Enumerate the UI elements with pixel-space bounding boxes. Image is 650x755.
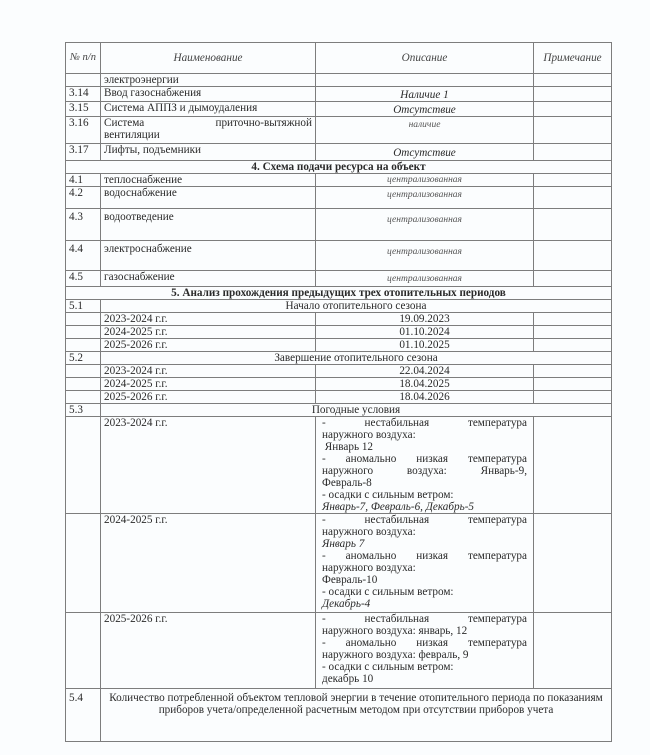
table-row (66, 144, 612, 161)
row-num: 4.1 (66, 174, 101, 187)
row-value: 18.04.2026 (316, 391, 534, 404)
row-period: 2025-2026 г.г. (101, 339, 316, 352)
weather-line: - аномально низкая температура (322, 550, 527, 562)
section-title: 5. Анализ прохождения предыдущих трех отопительных периодов (66, 287, 612, 300)
weather-line: - осадки с сильным ветром: (322, 489, 454, 501)
table-row (66, 417, 612, 514)
table-header-row (66, 43, 612, 74)
table-row (66, 187, 612, 209)
row-note (534, 417, 612, 514)
row-num (66, 613, 101, 689)
weather-description (316, 417, 534, 514)
row-name (101, 117, 316, 144)
weather-line: Декабрь-4 (322, 598, 371, 610)
row-value: 01.10.2025 (316, 339, 534, 352)
table-row (66, 209, 612, 241)
row-note (534, 74, 612, 87)
row-description: наличие (316, 117, 534, 144)
row-note (534, 339, 612, 352)
table-row (66, 102, 612, 117)
row-note (534, 102, 612, 117)
row-num (66, 339, 101, 352)
weather-line: - аномально низкая температура (322, 453, 527, 465)
row-note (534, 144, 612, 161)
row-period: 2023-2024 г.г. (101, 313, 316, 326)
document-page (65, 42, 611, 742)
subsection-text: Количество потребленной объектом тепловой энергии в течение отопительного периода по показаниям приборов учета/определенной расчетным методом при отсутствии приборов учета (101, 689, 612, 742)
row-num: 3.14 (66, 87, 101, 102)
weather-description (316, 514, 534, 613)
row-note (534, 87, 612, 102)
header-note: Примечание (534, 43, 612, 74)
row-period: 2024-2025 г.г. (101, 514, 316, 613)
row-name: Ввод газоснабжения (101, 87, 316, 102)
row-num (66, 365, 101, 378)
weather-line: наружного воздуха: (322, 429, 416, 441)
weather-line: наружного воздуха: (322, 562, 416, 574)
row-period: 2023-2024 г.г. (101, 417, 316, 514)
row-note (534, 174, 612, 187)
row-num: 5.3 (66, 404, 101, 417)
row-description: централизованная (316, 271, 534, 287)
subsection-5-2-header (66, 352, 612, 365)
row-name: водоотведение (101, 209, 316, 241)
table-row (66, 241, 612, 271)
row-note (534, 613, 612, 689)
weather-line: Январь 12 (322, 441, 374, 453)
row-num: 5.2 (66, 352, 101, 365)
row-num: 3.15 (66, 102, 101, 117)
table-row (66, 74, 612, 87)
subsection-title: Начало отопительного сезона (101, 300, 612, 313)
header-description: Описание (316, 43, 534, 74)
row-name: Система АППЗ и дымоудаления (101, 102, 316, 117)
row-num (66, 326, 101, 339)
header-name: Наименование (101, 43, 316, 74)
table-row (66, 365, 612, 378)
row-name: Лифты, подъемники (101, 144, 316, 161)
table-row (66, 378, 612, 391)
row-note (534, 187, 612, 209)
subsection-5-1-header (66, 300, 612, 313)
row-value: 19.09.2023 (316, 313, 534, 326)
table-row (66, 326, 612, 339)
row-note (534, 117, 612, 144)
row-num: 5.1 (66, 300, 101, 313)
table-row (66, 87, 612, 102)
table-row (66, 514, 612, 613)
table-row (66, 174, 612, 187)
row-note (534, 209, 612, 241)
row-description: централизованная (316, 241, 534, 271)
row-num (66, 417, 101, 514)
row-num: 4.2 (66, 187, 101, 209)
section-4-header (66, 161, 612, 174)
weather-line: - аномально низкая температура (322, 637, 527, 649)
weather-line: Февраль-8 (322, 477, 372, 489)
row-name: электроснабжение (101, 241, 316, 271)
row-num: 4.4 (66, 241, 101, 271)
weather-line: декабрь 10 (322, 673, 374, 685)
row-num (66, 74, 101, 87)
row-num (66, 378, 101, 391)
row-note (534, 271, 612, 287)
section-5-header (66, 287, 612, 300)
weather-line: наружного воздуха: (322, 526, 416, 538)
weather-line: - нестабильная температура (322, 417, 527, 429)
row-num (66, 514, 101, 613)
weather-line: - осадки с сильным ветром: (322, 661, 454, 673)
subsection-title: Погодные условия (101, 404, 612, 417)
weather-line: Январь-7, Февраль-6, Декабрь-5 (322, 501, 475, 513)
row-num: 4.3 (66, 209, 101, 241)
row-note (534, 514, 612, 613)
row-description: Отсутствие (316, 144, 534, 161)
weather-line: наружного воздуха: январь, 12 (322, 625, 468, 637)
row-name: теплоснабжение (101, 174, 316, 187)
row-note (534, 365, 612, 378)
table-row (66, 117, 612, 144)
row-description: централизованная (316, 174, 534, 187)
weather-line: Февраль-10 (322, 574, 378, 586)
table-row (66, 271, 612, 287)
row-description: Наличие 1 (316, 87, 534, 102)
table-row (66, 339, 612, 352)
row-description (316, 74, 534, 87)
table-row (66, 391, 612, 404)
subsection-5-3-header (66, 404, 612, 417)
section-title: 4. Схема подачи ресурса на объект (66, 161, 612, 174)
row-period: 2025-2026 г.г. (101, 613, 316, 689)
row-name-line2: вентиляции (104, 129, 160, 141)
weather-line: - нестабильная температура (322, 514, 527, 526)
subsection-title: Завершение отопительного сезона (101, 352, 612, 365)
row-name-line1: Система приточно-вытяжной (104, 117, 312, 129)
header-num: № п/п (66, 43, 101, 74)
row-num: 5.4 (66, 689, 101, 742)
row-name: водоснабжение (101, 187, 316, 209)
row-period: 2023-2024 г.г. (101, 365, 316, 378)
row-note (534, 313, 612, 326)
heat-supply-passport-table (65, 42, 612, 742)
row-name: электроэнергии (101, 74, 316, 87)
row-description: централизованная (316, 209, 534, 241)
weather-description (316, 613, 534, 689)
row-note (534, 241, 612, 271)
row-period: 2024-2025 г.г. (101, 378, 316, 391)
row-note (534, 378, 612, 391)
row-description: централизованная (316, 187, 534, 209)
row-description: Отсутствие (316, 102, 534, 117)
row-num: 3.17 (66, 144, 101, 161)
weather-line: Январь 7 (322, 538, 365, 550)
row-note (534, 391, 612, 404)
weather-line: - нестабильная температура (322, 613, 527, 625)
row-note (534, 326, 612, 339)
row-num: 4.5 (66, 271, 101, 287)
subsection-5-4-row (66, 689, 612, 742)
weather-line: наружного воздуха: Январь-9, (322, 465, 527, 477)
table-row (66, 613, 612, 689)
row-name: газоснабжение (101, 271, 316, 287)
weather-line: - осадки с сильным ветром: (322, 586, 454, 598)
weather-line: наружного воздуха: февраль, 9 (322, 649, 469, 661)
row-value: 18.04.2025 (316, 378, 534, 391)
row-num: 3.16 (66, 117, 101, 144)
row-value: 01.10.2024 (316, 326, 534, 339)
row-period: 2024-2025 г.г. (101, 326, 316, 339)
row-num (66, 391, 101, 404)
row-period: 2025-2026 г.г. (101, 391, 316, 404)
table-row (66, 313, 612, 326)
row-value: 22.04.2024 (316, 365, 534, 378)
row-num (66, 313, 101, 326)
